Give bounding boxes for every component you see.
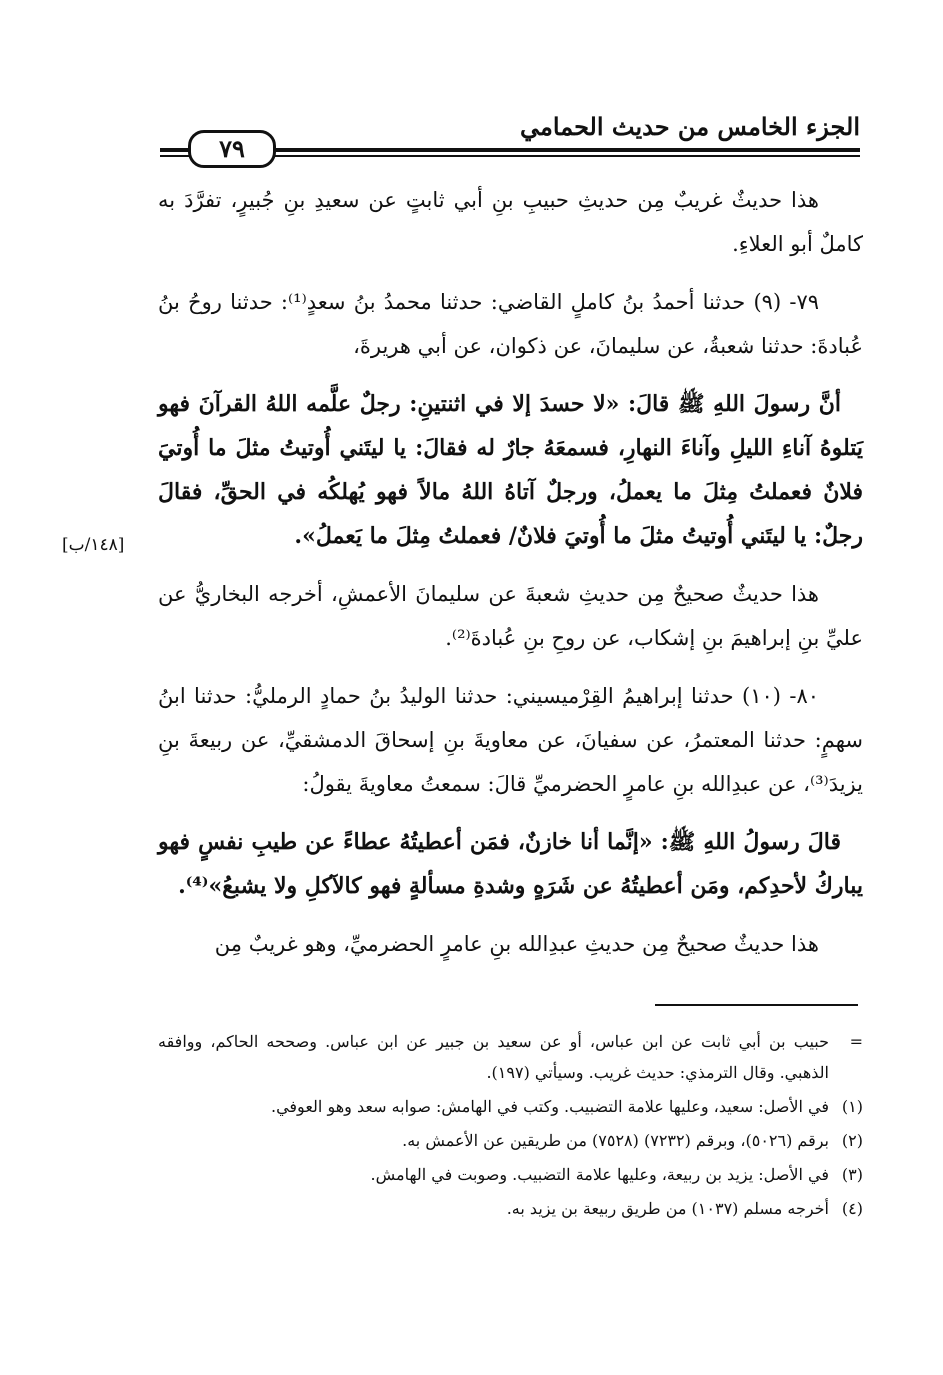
footnote-item: [158, 1026, 863, 1088]
footnote-marker: (٣): [841, 1165, 863, 1184]
footnote-marker: (٤): [841, 1199, 863, 1218]
footnote-text: أخرجه مسلم (١٠٣٧) من طريق ربيعة بن يزيد به.: [506, 1199, 829, 1218]
footnote-marker: =: [849, 1032, 863, 1051]
hadith-text: أنَّ رسولَ اللهِ ﷺ قالَ: «لا حسدَ إلا في اثنتينِ: رجلٌ علَّمه اللهُ القرآنَ فهو يَتلوهُ آناءِ الليلِ وآناءَ النهارِ، فسمعَهُ جارٌ له فقالَ: يا ليتَني أُوتيتُ مثلَ ما أُوتيَ فلانٌ فعملتُ مِثلَ ما يعملُ، ورجلٌ آتاهُ اللهُ مالاً فهو يُهلكُه في الحقِّ، فقالَ رجلٌ: يا ليتَني أُوتيتُ مثلَ ما أُوتيَ فلانٌ/ فعملتُ مِثلَ ما يَعملُ».: [158, 391, 863, 549]
footnote-item: [158, 1125, 863, 1156]
footnote-marker: (١): [841, 1097, 863, 1116]
footnote-item: [158, 1091, 863, 1122]
footnotes: [158, 1026, 863, 1227]
commentary-paragraph: هذا حديثٌ صحيحٌ مِن حديثِ شعبةَ عن سليمانَ الأعمشِ، أخرجه البخاريُّ عن عليِّ بنِ إبراهيمَ بنِ إشكاب، عن روحِ بنِ عُبادةَ⁽²⁾.: [158, 582, 863, 650]
main-text: [158, 178, 863, 980]
page-header: [160, 108, 860, 168]
footnote-separator: [655, 1004, 858, 1006]
isnad-paragraph: ٨٠- (١٠) حدثنا إبراهيمُ القِرْميسيني: حدثنا الوليدُ بنُ حمادٍ الرمليُّ: حدثنا ابنُ سهمٍ: حدثنا المعتمرُ، عن سفيانَ، عن معاويةَ بنِ إسحاقَ الدمشقيِّ، عن ربيعةَ بنِ يزيدَ⁽³⁾، عن عبدِالله بنِ عامرٍ الحضرميِّ قالَ: سمعتُ معاويةَ يقولُ:: [158, 684, 863, 796]
running-title: الجزء الخامس من حديث الحمامي: [520, 112, 860, 141]
hadith-text: قالَ رسولُ اللهِ ﷺ: «إنَّما أنا خازنٌ، فمَن أعطيتُهُ عطاءً عن طيبِ نفسٍ فهو يباركُ لأحدِكم، ومَن أعطيتُهُ عن شَرَهٍ وشدةِ مسألةٍ فهو كالآكلِ ولا يشبعُ»⁽⁴⁾.: [158, 829, 863, 899]
page-number: ٧٩: [188, 130, 276, 168]
footnote-text: برقم (٥٠٢٦)، وبرقم (٧٢٣٢) (٧٥٢٨) من طريقين عن الأعمش به.: [402, 1131, 829, 1150]
footnote-item: [158, 1159, 863, 1190]
isnad-paragraph: ٧٩- (٩) حدثنا أحمدُ بنُ كاملٍ القاضي: حدثنا محمدُ بنُ سعدٍ⁽¹⁾: حدثنا روحُ بنُ عُبادةَ: حدثنا شعبةُ، عن سليمانَ، عن ذكوان، عن أبي هريرةَ،: [158, 290, 863, 358]
manuscript-folio-marker: [١٤٨/ب]: [62, 535, 125, 555]
footnote-item: [158, 1193, 863, 1224]
footnote-marker: (٢): [841, 1131, 863, 1150]
footnote-text: في الأصل: سعيد، وعليها علامة التضبيب. وكتب في الهامش: صوابه سعد وهو العوفي.: [270, 1097, 829, 1116]
commentary-paragraph: هذا حديثٌ صحيحٌ مِن حديثِ عبدِالله بنِ عامرٍ الحضرميِّ، وهو غريبٌ مِن: [214, 932, 819, 956]
footnote-text: حبيب بن أبي ثابت عن ابن عباس، أو عن سعيد بن جبير عن ابن عباس. وصححه الحاكم، ووافقه الذهبي. وقال الترمذي: حديث غريب. وسيأتي (١٩٧).: [158, 1032, 829, 1082]
commentary-paragraph: هذا حديثٌ غريبٌ مِن حديثِ حبيبِ بنِ أبي ثابتٍ عن سعيدِ بنِ جُبيرٍ، تفرَّدَ به كاملٌ أبو العلاءِ.: [158, 188, 863, 256]
footnote-text: في الأصل: يزيد بن ربيعة، وعليها علامة التضبيب. وصوبت في الهامش.: [370, 1165, 829, 1184]
